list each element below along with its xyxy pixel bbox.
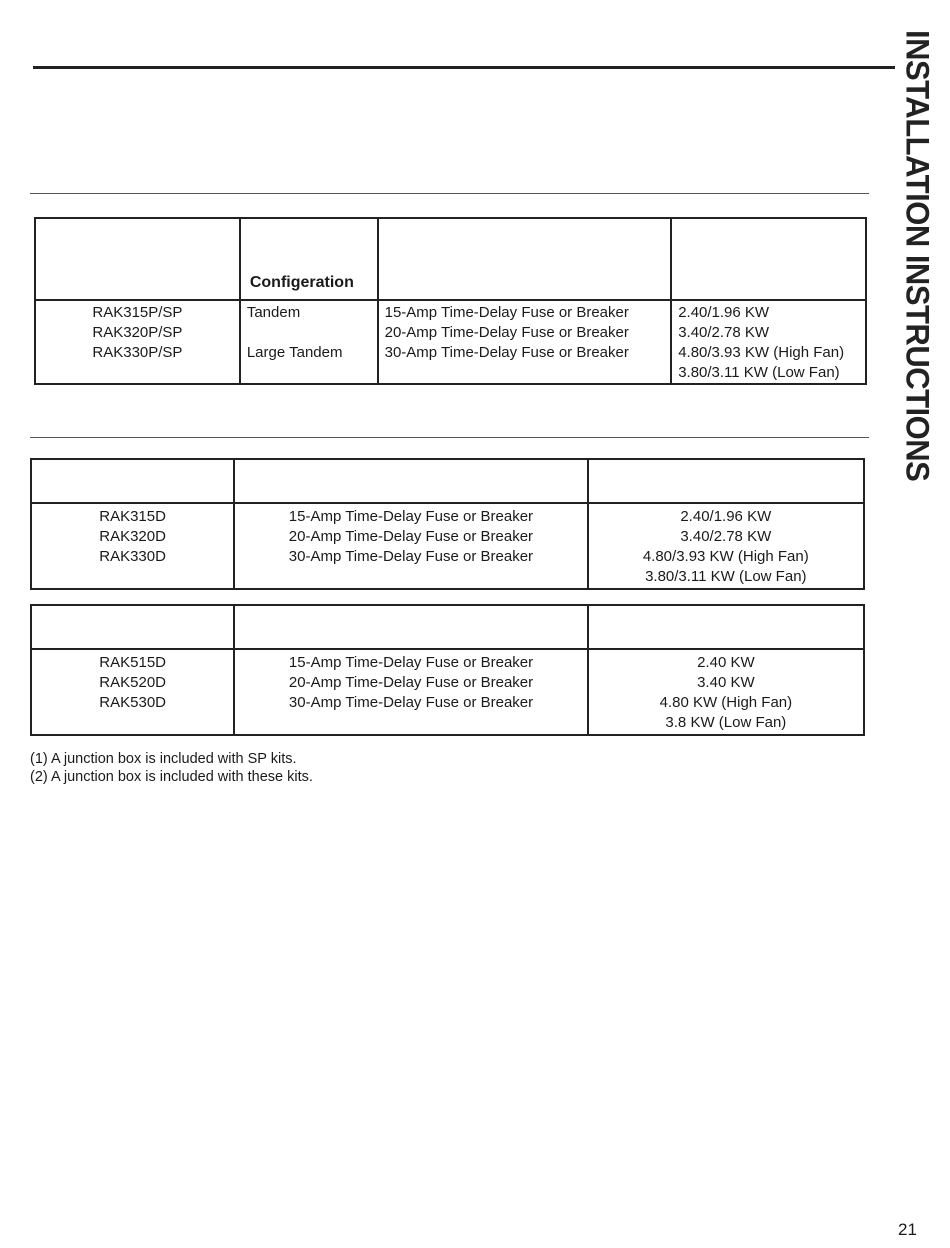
- rating-text: 4.80 KW (High Fan): [659, 694, 793, 711]
- configuration-text: [247, 323, 377, 343]
- rating-text: 3.8 KW (Low Fan): [665, 714, 787, 731]
- protection-text: 20-Amp Time-Delay Fuse or Breaker: [384, 324, 629, 341]
- rating-cell: [671, 300, 866, 384]
- rating-text: 3.80/3.11 KW (Low Fan): [678, 364, 840, 381]
- protection-text: 30-Amp Time-Delay Fuse or Breaker: [288, 548, 534, 565]
- protection-text: 15-Amp Time-Delay Fuse or Breaker: [288, 508, 534, 525]
- header-cell: [234, 459, 587, 503]
- table-header-row: [31, 605, 864, 649]
- model-text: RAK320D: [99, 528, 166, 545]
- table-row: [31, 503, 864, 589]
- table-rak5-d-kits: [30, 604, 865, 736]
- models-cell: [31, 503, 234, 589]
- rating-cell: [588, 503, 864, 589]
- model-text: RAK330P/SP: [92, 344, 183, 361]
- configuration-text: Tandem: [246, 304, 301, 321]
- rating-text: 2.40/1.96 KW: [678, 304, 770, 321]
- header-cell: [588, 605, 864, 649]
- top-rule: [33, 66, 895, 69]
- header-cell-configeration: Configeration: [240, 218, 378, 300]
- protection-text: 15-Amp Time-Delay Fuse or Breaker: [384, 304, 629, 321]
- header-cell: [378, 218, 672, 300]
- model-text: RAK320P/SP: [92, 324, 183, 341]
- header-cell: [31, 459, 234, 503]
- table-header-row: [31, 459, 864, 503]
- footnotes: [30, 750, 313, 786]
- rating-text: 3.80/3.11 KW (Low Fan): [645, 568, 807, 585]
- side-title-text: INSTALLATION INSTRUCTIONS: [899, 30, 936, 482]
- header-cell: [31, 605, 234, 649]
- header-cell: [234, 605, 587, 649]
- protection-text: 20-Amp Time-Delay Fuse or Breaker: [288, 674, 534, 691]
- page-number: 21: [898, 1220, 917, 1239]
- protection-text: 30-Amp Time-Delay Fuse or Breaker: [288, 694, 534, 711]
- header-cell: [588, 459, 864, 503]
- protection-cell: [234, 649, 587, 735]
- section-rule-1: [30, 193, 869, 194]
- footnote-2: (2) A junction box is included with these kits.: [30, 769, 313, 785]
- rating-text: 4.80/3.93 KW (High Fan): [678, 344, 845, 361]
- model-text: RAK315P/SP: [92, 304, 183, 321]
- configuration-cell: [240, 300, 378, 384]
- protection-text: 20-Amp Time-Delay Fuse or Breaker: [288, 528, 534, 545]
- rating-text: 2.40/1.96 KW: [680, 508, 772, 525]
- header-cell: [671, 218, 866, 300]
- model-text: RAK315D: [99, 508, 166, 525]
- table-header-row: [35, 218, 866, 300]
- rating-text: 4.80/3.93 KW (High Fan): [642, 548, 809, 565]
- footnote-1: (1) A junction box is included with SP kits.: [30, 751, 297, 767]
- rating-cell: [588, 649, 864, 735]
- rating-text: 2.40 KW: [697, 654, 755, 671]
- protection-text: 30-Amp Time-Delay Fuse or Breaker: [384, 344, 629, 361]
- header-cell: [35, 218, 240, 300]
- protection-cell: [234, 503, 587, 589]
- model-text: RAK520D: [99, 674, 166, 691]
- section-rule-2: [30, 437, 869, 438]
- table-rak3-d-kits: [30, 458, 865, 590]
- table-row: [31, 649, 864, 735]
- models-cell: [31, 649, 234, 735]
- table-row: [35, 300, 866, 384]
- model-text: RAK530D: [99, 694, 166, 711]
- side-title: [895, 30, 945, 525]
- model-text: RAK515D: [99, 654, 166, 671]
- rating-text: 3.40 KW: [697, 674, 755, 691]
- rating-text: 3.40/2.78 KW: [678, 324, 770, 341]
- protection-cell: [378, 300, 672, 384]
- models-cell: [35, 300, 240, 384]
- configuration-text: Large Tandem: [246, 344, 343, 361]
- table-tandem-kits: [34, 217, 867, 385]
- rating-text: 3.40/2.78 KW: [680, 528, 772, 545]
- protection-text: 15-Amp Time-Delay Fuse or Breaker: [288, 654, 534, 671]
- model-text: RAK330D: [99, 548, 166, 565]
